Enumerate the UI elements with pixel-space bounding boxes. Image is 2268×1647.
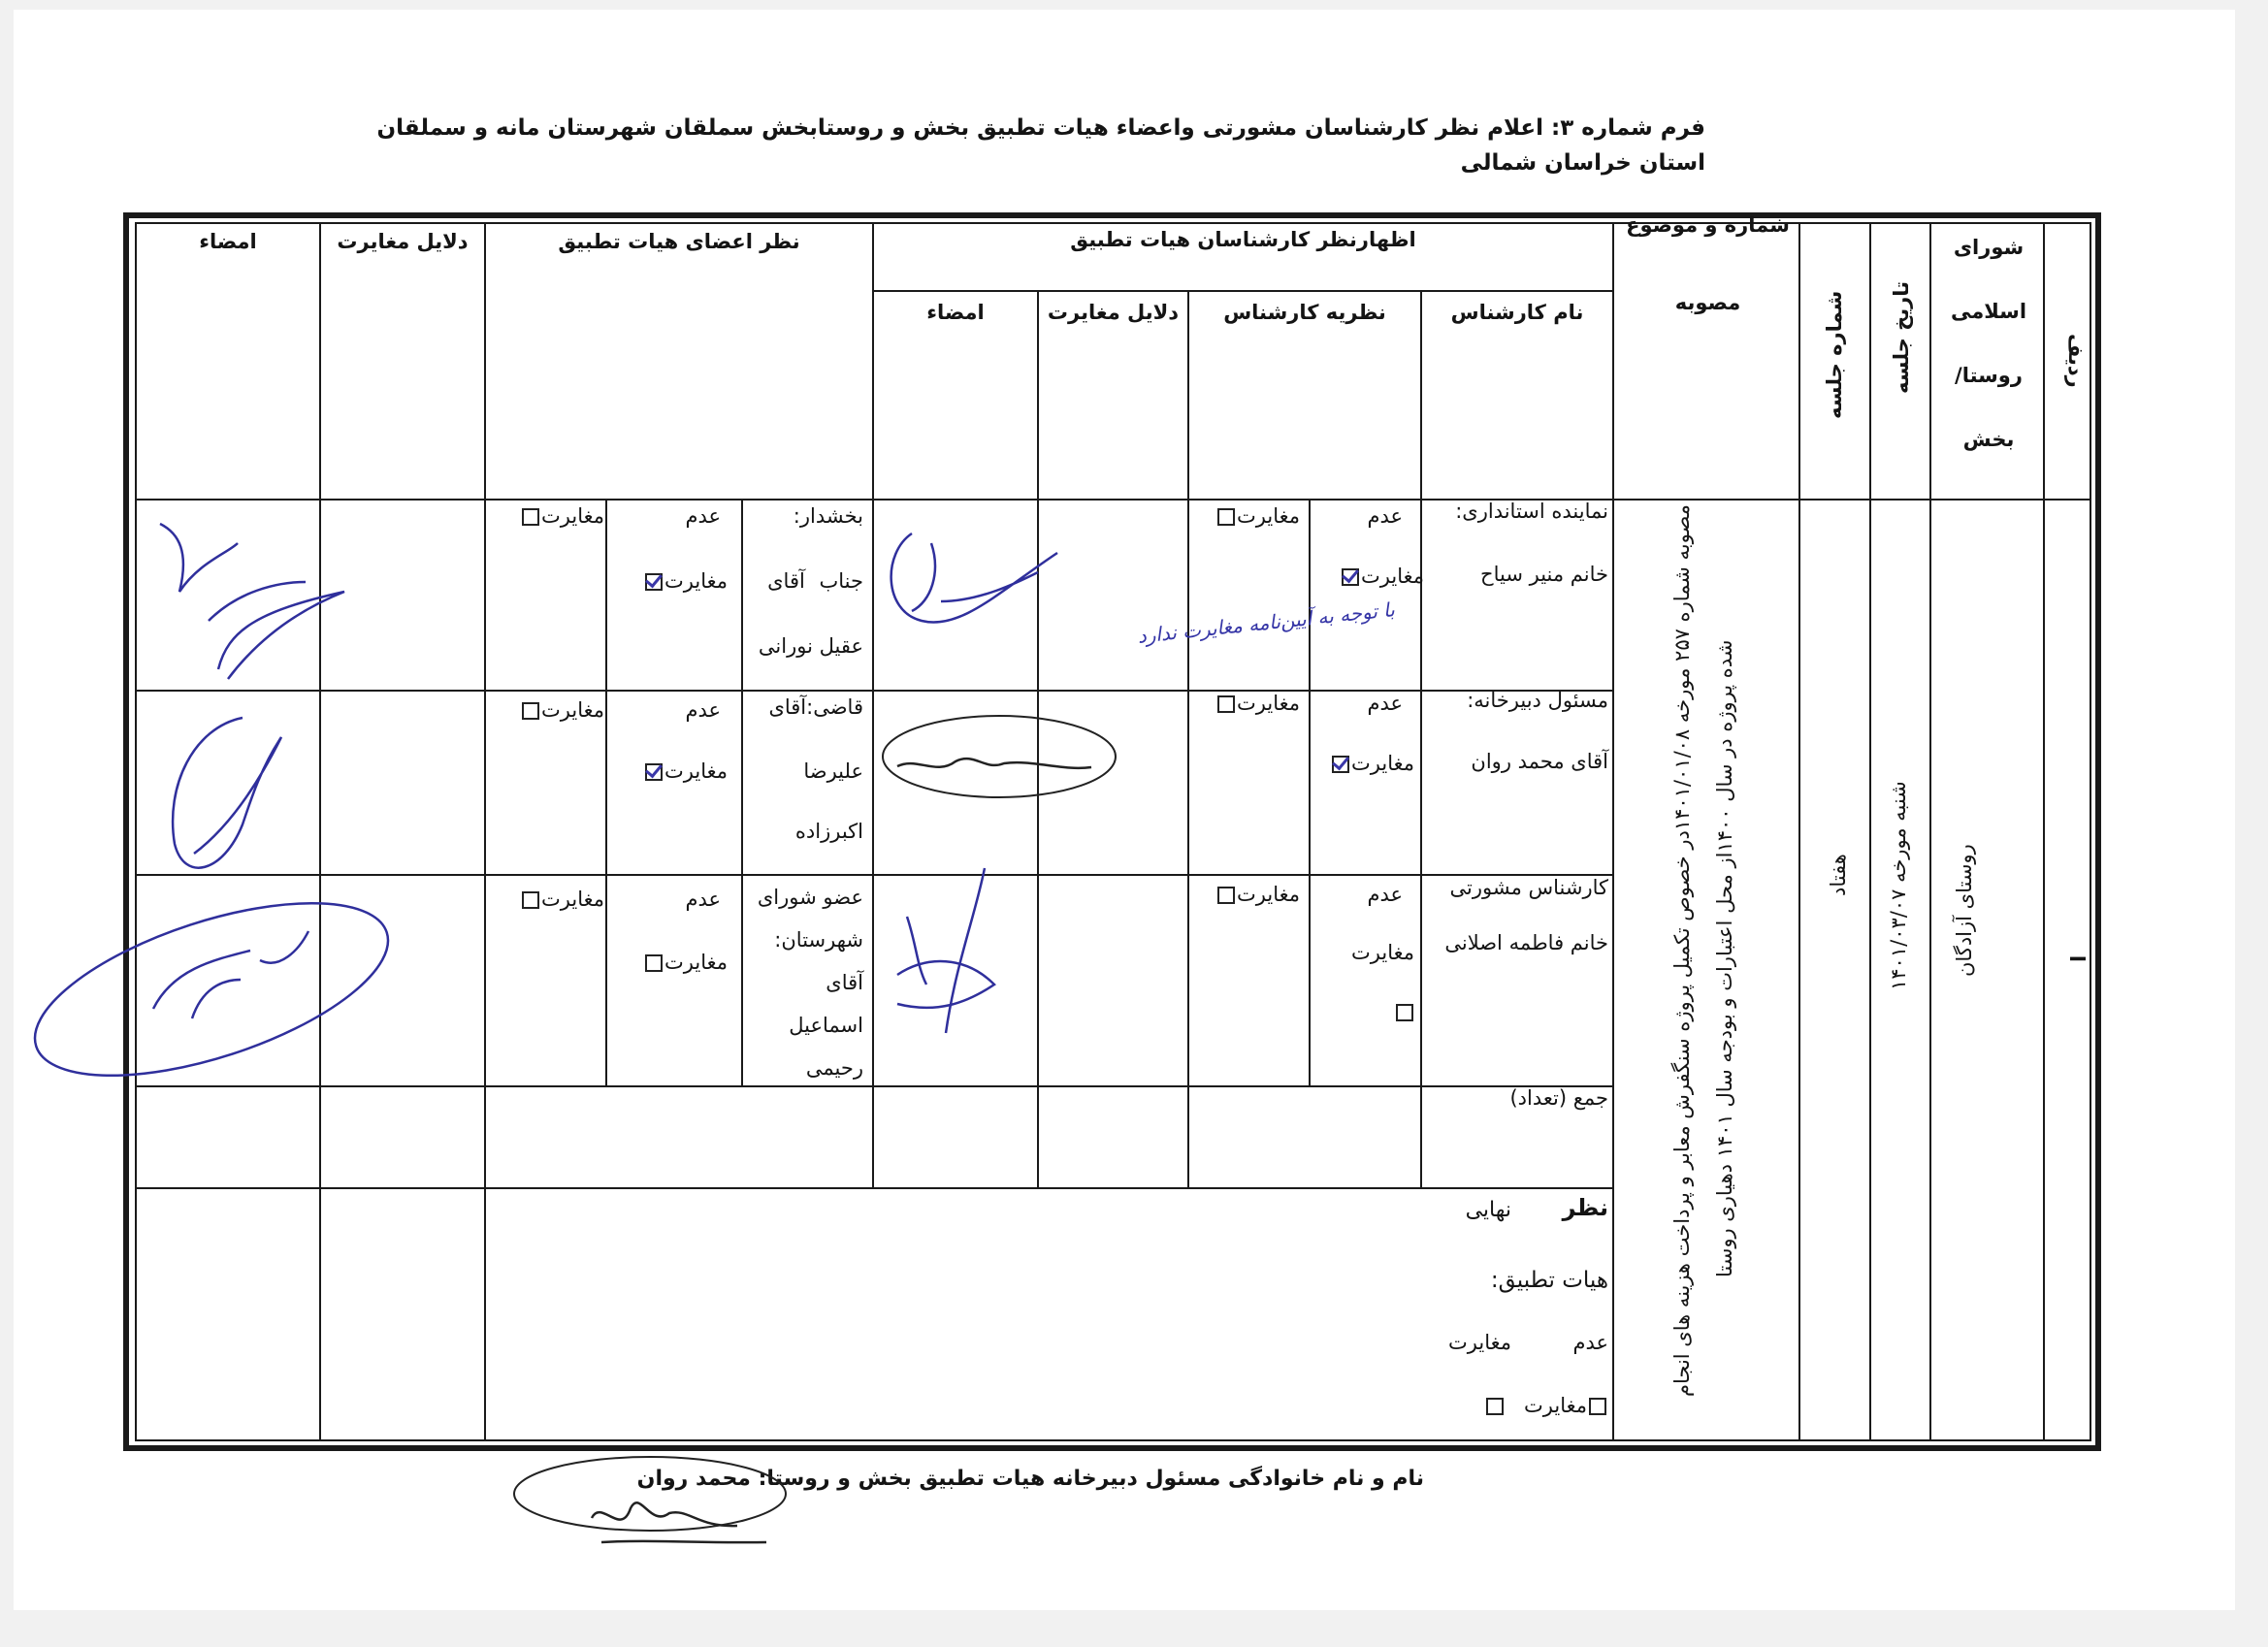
final-line3b: مغایرت xyxy=(1448,1331,1511,1354)
expert-2-name-l1: مسئول دبیرخانه: xyxy=(1467,689,1608,712)
expert-2-adam-label: مغایرت xyxy=(1351,752,1414,775)
record-mosavabe-l1: مصوبه شماره ۲۵۷ مورخه ۱۴۰۱/۰۱/۰۸در خصوص تکمیل پروژه سنگفرش معابر و پرداخت هزینه های انجام xyxy=(1670,504,1694,1397)
member-1-adam-label: مغایرت xyxy=(664,569,728,593)
member-3-adam-label: مغایرت xyxy=(664,951,728,974)
member-1-moghayerat-label: مغایرت xyxy=(541,504,604,528)
member-3-name-l3: آقای xyxy=(826,971,863,994)
expert-2-moghayerat-option[interactable] xyxy=(1215,687,1300,720)
expert-1-adam: عدم xyxy=(1367,504,1403,528)
member-1-adam: عدم xyxy=(685,504,721,528)
header-shora-l3: روستا/ xyxy=(1955,364,2023,387)
expert-3-name-l1: کارشناس مشورتی xyxy=(1449,876,1608,899)
member-1-name-l3: عقیل نورانی xyxy=(758,634,863,658)
final-line1a: نظر xyxy=(1562,1194,1608,1221)
member-3-adam-checkbox[interactable] xyxy=(645,954,663,972)
expert-1-moghayerat-option[interactable] xyxy=(1215,500,1300,533)
expert-3-adam-label: مغایرت xyxy=(1351,941,1414,964)
member-2-adam: عدم xyxy=(685,698,721,722)
expert-1-moghayerat-label: مغایرت xyxy=(1237,504,1300,528)
final-line2: هیات تطبیق: xyxy=(1490,1268,1608,1293)
member-2-name-l3: اکبرزاده xyxy=(794,820,863,843)
form-title: فرم شماره ۳: اعلام نظر کارشناسان مشورتی واعضاء هیات تطبیق بخش و روستابخش سملقان شهرستان مانه و سملقان استان خراسان شمالی xyxy=(376,115,1705,176)
expert-1-adam-option[interactable] xyxy=(1340,560,1424,593)
expert-2-moghayerat-checkbox[interactable] xyxy=(1217,695,1235,713)
header-mosavabe-l1: شماره و موضوع xyxy=(1626,213,1790,237)
expert-2-adam: عدم xyxy=(1367,692,1403,715)
expert-3-name-l2: خانم فاطمه اصلانی xyxy=(1444,931,1608,954)
header-members-reasons: دلایل مغایرت xyxy=(337,230,469,253)
total-count-label: جمع (تعداد) xyxy=(1509,1086,1608,1110)
header-shomare-jalase: شماره جلسه xyxy=(1823,291,1846,420)
final-moghayerat-checkbox[interactable] xyxy=(1589,1398,1606,1415)
record-radif-mark: ا xyxy=(2067,955,2090,963)
member-3-name-l2: شهرستان: xyxy=(774,928,863,952)
expert-3-moghayerat-option[interactable] xyxy=(1215,878,1300,911)
member-1-moghayerat-option[interactable] xyxy=(520,500,604,533)
header-members-group: نظر اعضای هیات تطبیق xyxy=(558,230,800,253)
header-expert-sign: امضاء xyxy=(926,301,985,324)
member-3-moghayerat-checkbox[interactable] xyxy=(522,891,539,909)
member-1-adam-option[interactable] xyxy=(643,565,728,597)
header-experts-group: اظهارنظر کارشناسان هیات تطبیق xyxy=(1070,228,1416,251)
expert-3-moghayerat-checkbox[interactable] xyxy=(1217,887,1235,904)
member-2-name-l1: قاضی:آقای xyxy=(768,695,863,719)
final-line1b: نهایی xyxy=(1465,1198,1511,1222)
expert-1-name-l1: نماینده استانداری: xyxy=(1455,500,1608,523)
member-3-name-l4: اسماعیل xyxy=(789,1014,863,1037)
record-tarikh: شنبه مورخه ۱۴۰۱/۰۳/۰۷ xyxy=(1887,781,1910,990)
expert-3-adam-checkbox[interactable] xyxy=(1396,1004,1413,1021)
expert-1-adam-label: مغایرت xyxy=(1361,565,1424,588)
header-shora xyxy=(1935,215,2042,471)
final-option[interactable] xyxy=(1484,1389,1608,1422)
header-shora-l1: شورای xyxy=(1953,236,2025,259)
member-3-moghayerat-option[interactable] xyxy=(520,883,604,916)
member-1-name-l2: جناب آقای xyxy=(767,569,863,593)
header-expert-name: نام کارشناس xyxy=(1450,301,1584,324)
member-3-adam: عدم xyxy=(685,888,721,911)
member-1-moghayerat-checkbox[interactable] xyxy=(522,508,539,526)
final-line3a: عدم xyxy=(1572,1331,1608,1354)
header-radif: ردیف xyxy=(2064,334,2088,388)
record-mosavabe-l2: شده پروژه در سال ۱۴۰۰از محل اعتبارات و بودجه سال ۱۴۰۱ دهیاری روستا xyxy=(1713,640,1736,1278)
member-3-adam-option[interactable] xyxy=(643,946,728,979)
header-shora-l2: اسلامی xyxy=(1950,300,2027,323)
expert-1-adam-checkbox[interactable] xyxy=(1342,568,1359,586)
member-3-name-l1: عضو شورای xyxy=(757,886,863,909)
final-adam-checkbox[interactable] xyxy=(1486,1398,1504,1415)
footer-secretary-name: نام و نام خانوادگی مسئول دبیرخانه هیات تطبیق بخش و روستا: محمد روان xyxy=(636,1467,1424,1491)
member-2-adam-checkbox[interactable] xyxy=(645,763,663,781)
final-line4: مغایرت xyxy=(1524,1394,1587,1417)
member-1-adam-checkbox[interactable] xyxy=(645,573,663,591)
expert-3-adam: عدم xyxy=(1367,883,1403,906)
member-2-moghayerat-checkbox[interactable] xyxy=(522,702,539,720)
expert-2-adam-option[interactable] xyxy=(1330,747,1414,780)
member-2-moghayerat-label: مغایرت xyxy=(541,698,604,722)
header-expert-reasons: دلایل مغایرت xyxy=(1047,301,1180,324)
expert-1-name-l2: خانم منیر سیاح xyxy=(1480,563,1608,586)
member-2-adam-label: مغایرت xyxy=(664,759,728,783)
record-shora: روستای آزادگان xyxy=(1953,844,1976,977)
expert-2-moghayerat-label: مغایرت xyxy=(1237,692,1300,715)
expert-1-moghayerat-checkbox[interactable] xyxy=(1217,508,1235,526)
member-2-adam-option[interactable] xyxy=(643,755,728,788)
expert-1-handwritten-note: با توجه به آیین‌نامه مغایرت ندارد xyxy=(1136,597,1396,648)
expert-3-moghayerat-label: مغایرت xyxy=(1237,883,1300,906)
member-3-name-l5: رحیمی xyxy=(805,1056,863,1080)
expert-2-name-l2: آقای محمد روان xyxy=(1471,750,1608,773)
member-2-moghayerat-option[interactable] xyxy=(520,694,604,727)
header-tarikh-jalase: تاریخ جلسه xyxy=(1890,281,1913,395)
header-expert-opinion: نظریه کارشناس xyxy=(1223,301,1386,324)
header-mosavabe-l2: مصوبه xyxy=(1674,291,1741,314)
member-3-moghayerat-label: مغایرت xyxy=(541,888,604,911)
member-2-name-l2: علیرضا xyxy=(803,759,863,783)
record-shomare: هفتاد xyxy=(1827,854,1850,896)
header-shora-l4: بخش xyxy=(1962,428,2015,451)
expert-2-adam-checkbox[interactable] xyxy=(1332,756,1349,773)
member-1-name-l1: بخشدار: xyxy=(793,504,863,528)
header-members-sign: امضاء xyxy=(199,230,257,253)
